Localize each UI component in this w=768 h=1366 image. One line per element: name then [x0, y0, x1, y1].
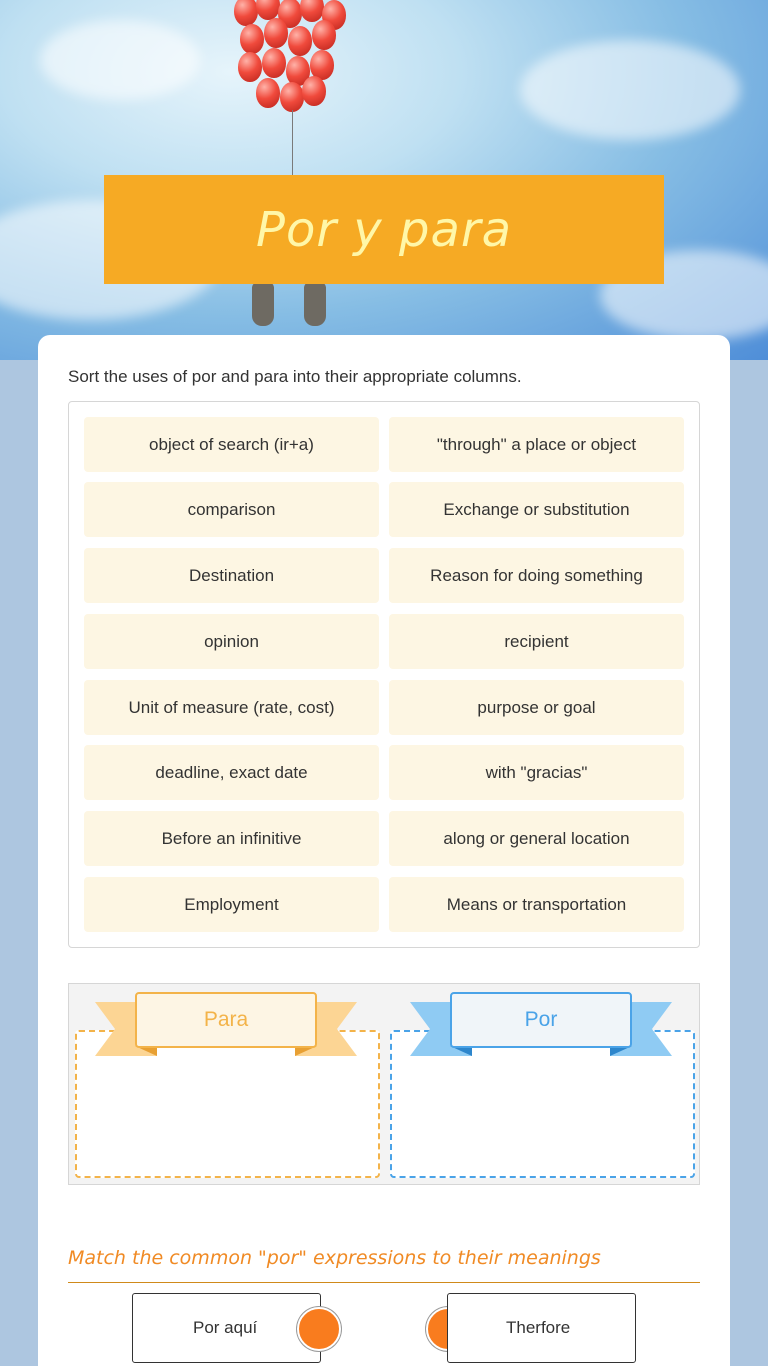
sort-tile[interactable]: deadline, exact date: [84, 745, 379, 800]
instructions-text: Sort the uses of por and para into their appropriate columns.: [68, 367, 522, 386]
match-item-label: Por aquí: [193, 1318, 258, 1337]
title-banner: [104, 175, 664, 284]
sort-tile[interactable]: Unit of measure (rate, cost): [84, 680, 379, 735]
worksheet-card: [38, 335, 730, 1366]
match-item-left[interactable]: [132, 1293, 321, 1363]
sort-tile[interactable]: with "gracias": [389, 745, 684, 800]
por-column-label: Por: [450, 992, 632, 1048]
sort-tile[interactable]: comparison: [84, 482, 379, 537]
match-item-label: Therfore: [506, 1318, 571, 1337]
elephant-leg: [304, 282, 326, 326]
sort-tile[interactable]: object of search (ir+a): [84, 417, 379, 472]
sort-tile[interactable]: opinion: [84, 614, 379, 669]
cloud: [40, 20, 200, 100]
match-connector-dot[interactable]: [297, 1307, 341, 1351]
sort-tile[interactable]: Reason for doing something: [389, 548, 684, 603]
sort-tile[interactable]: Before an infinitive: [84, 811, 379, 866]
sort-tile[interactable]: Means or transportation: [389, 877, 684, 932]
balloon-string: [292, 110, 293, 180]
sort-tile[interactable]: Exchange or substitution: [389, 482, 684, 537]
match-item-right[interactable]: [447, 1293, 636, 1363]
header-image: [0, 0, 768, 360]
elephant-leg: [252, 282, 274, 326]
cloud: [520, 40, 740, 140]
sort-tile[interactable]: Employment: [84, 877, 379, 932]
sort-tile[interactable]: along or general location: [389, 811, 684, 866]
sort-tile[interactable]: purpose or goal: [389, 680, 684, 735]
balloons-image: [226, 0, 354, 116]
page-title: Por y para: [256, 201, 512, 258]
sort-tile[interactable]: "through" a place or object: [389, 417, 684, 472]
sort-columns-area: [68, 983, 700, 1185]
sort-tile[interactable]: recipient: [389, 614, 684, 669]
sort-tile[interactable]: Destination: [84, 548, 379, 603]
section-heading: Match the common "por" expressions to their meanings: [68, 1243, 700, 1283]
para-column-label: Para: [135, 992, 317, 1048]
sortable-items-box: [68, 401, 700, 948]
